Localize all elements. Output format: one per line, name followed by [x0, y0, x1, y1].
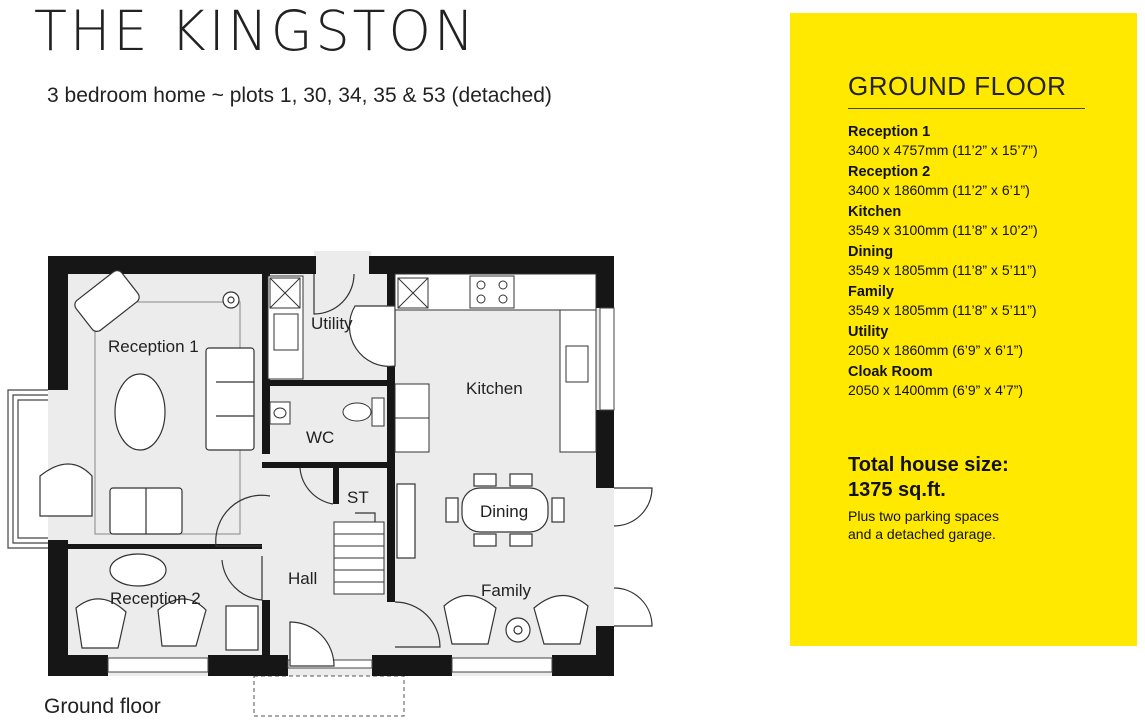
porch-outline [254, 676, 404, 716]
label-st: ST [347, 488, 369, 507]
spec-name: Reception 1 [848, 124, 931, 140]
spec-cloak-room [848, 363, 1128, 399]
spec-utility [848, 323, 1128, 359]
parking-note [848, 507, 1118, 543]
panel-heading: GROUND FLOOR [848, 71, 1085, 109]
note-line-1: Plus two parking spaces [848, 508, 999, 524]
total-value: 1375 sq.ft. [848, 479, 946, 501]
spec-name: Utility [848, 324, 889, 340]
spec-dims: 3400 x 4757mm (11’2” x 15’7”) [848, 142, 1038, 158]
label-wc: WC [306, 428, 335, 447]
spec-name: Reception 2 [848, 164, 931, 180]
spec-family [848, 283, 1128, 319]
spec-dims: 3549 x 1805mm (11’8” x 5’11”) [848, 262, 1037, 278]
label-reception-1: Reception 1 [108, 337, 199, 356]
label-family: Family [481, 581, 532, 600]
spec-reception-2 [848, 163, 1128, 199]
spec-name: Cloak Room [848, 364, 933, 380]
development-title: THE KINGSTON [34, 0, 478, 63]
bay-window [8, 390, 48, 548]
spec-name: Family [848, 284, 894, 300]
label-reception-2: Reception 2 [110, 589, 201, 608]
spec-dims: 3400 x 1860mm (11’2” x 6’1”) [848, 182, 1030, 198]
spec-kitchen [848, 203, 1128, 239]
spec-reception-1 [848, 123, 1128, 159]
room-sizes-panel [790, 13, 1137, 646]
label-kitchen: Kitchen [466, 379, 523, 398]
spec-dims: 3549 x 1805mm (11’8” x 5’11”) [848, 302, 1037, 318]
label-utility: Utility [311, 314, 353, 333]
stairs [334, 522, 384, 594]
total-house-size [848, 453, 1118, 503]
spec-name: Dining [848, 244, 894, 260]
plan-caption: Ground floor [44, 695, 161, 718]
spec-dims: 2050 x 1400mm (6’9” x 4’7”) [848, 382, 1024, 398]
plots-subtitle: 3 bedroom home ~ plots 1, 30, 34, 35 & 53 (detached) [47, 84, 552, 107]
total-label: Total house size: [848, 454, 1009, 476]
spec-dims: 2050 x 1860mm (6’9” x 6’1”) [848, 342, 1024, 358]
spec-dims: 3549 x 3100mm (11’8” x 10’2”) [848, 222, 1038, 238]
label-hall: Hall [288, 569, 318, 588]
note-line-2: and a detached garage. [848, 526, 996, 542]
spec-name: Kitchen [848, 204, 902, 220]
spec-dining [848, 243, 1128, 279]
label-dining: Dining [480, 502, 529, 521]
room-spec-list [848, 123, 1128, 403]
